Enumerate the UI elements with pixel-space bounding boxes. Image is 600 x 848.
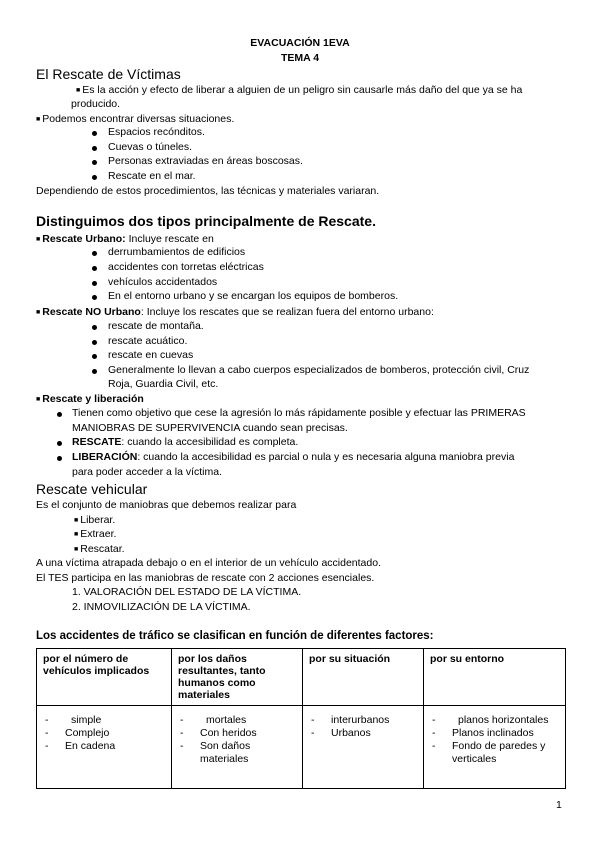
list-item-rescate: RESCATE: cuando la accesibilidad es completa. xyxy=(72,436,299,448)
square-bullet-icon: ■ xyxy=(74,531,79,538)
definition-line: ■ Es la acción y efecto de liberar a alguien de un peligro sin causarle más daño del que ya se ha xyxy=(76,84,523,96)
table-header-cell: por el número de vehículos implicados xyxy=(37,649,172,706)
table-cell: - mortales - Con heridos - Son daños materiales xyxy=(172,706,303,789)
table-row xyxy=(37,706,566,789)
bullet-icon xyxy=(92,354,97,359)
square-bullet-icon: ■ xyxy=(36,396,41,403)
bullet-icon xyxy=(92,175,97,180)
square-bullet-icon: ■ xyxy=(74,546,79,553)
bullet-icon xyxy=(92,340,97,345)
list-item: rescate acuático. xyxy=(108,335,188,347)
list-item: rescate en cuevas xyxy=(108,349,194,361)
square-bullet-icon: ■ xyxy=(74,517,79,524)
bullet-icon xyxy=(92,295,97,300)
square-bullet-icon: ■ xyxy=(36,236,41,243)
step-item: 2. INMOVILIZACIÓN DE LA VÍCTIMA. xyxy=(72,601,251,613)
square-bullet-icon: ■ xyxy=(36,116,41,123)
section-heading-accidentes: Los accidentes de tráfico se clasifican en función de diferentes factores: xyxy=(36,630,434,642)
definition-line-cont: producido. xyxy=(71,98,121,110)
list-item: Generalmente lo llevan a cabo cuerpos especializados de bomberos, protección civil, Cruz xyxy=(108,364,530,376)
table-header-cell: por los daños resultantes, tanto humanos como materiales xyxy=(172,649,303,706)
section-heading-tipos: Distinguimos dos tipos principalmente de Rescate. xyxy=(36,213,376,229)
table-header-row xyxy=(37,649,566,706)
doc-title: EVACUACIÓN 1EVA xyxy=(250,37,350,49)
list-item: En el entorno urbano y se encargan los equipos de bomberos. xyxy=(108,290,399,302)
bullet-icon xyxy=(92,146,97,151)
list-item: Tienen como objetivo que cese la agresión lo más rápidamente posible y efectuar las PRIMERAS xyxy=(72,407,526,419)
bullet-icon xyxy=(92,281,97,286)
situations-intro: ■ Podemos encontrar diversas situaciones. xyxy=(36,113,235,125)
list-item-liberacion: LIBERACIÓN: cuando la accesibilidad es parcial o nula y es necesaria alguna maniobra previa xyxy=(72,451,515,463)
list-item: ■ Liberar. xyxy=(74,514,116,526)
list-item-cont: para poder acceder a la víctima. xyxy=(72,466,222,478)
vehicular-line: El TES participa en las maniobras de rescate con 2 acciones esenciales. xyxy=(36,572,375,584)
table-cell: - interurbanos - Urbanos xyxy=(303,706,424,789)
rescate-liberacion-heading: ■ Rescate y liberación xyxy=(36,393,144,405)
vehicular-intro: Es el conjunto de maniobras que debemos realizar para xyxy=(36,499,297,511)
table-header-cell: por su entorno xyxy=(424,649,566,706)
list-item: Espacios recónditos. xyxy=(108,126,205,138)
section-outro: Dependiendo de estos procedimientos, las técnicas y materiales variaran. xyxy=(36,185,380,197)
section-heading-rescate: El Rescate de Víctimas xyxy=(36,66,181,82)
section-heading-vehicular: Rescate vehicular xyxy=(36,481,148,497)
list-item: accidentes con torretas eléctricas xyxy=(108,261,264,273)
page-number: 1 xyxy=(556,799,562,811)
list-item: Personas extraviadas en áreas boscosas. xyxy=(108,155,303,167)
bullet-icon xyxy=(57,441,62,446)
vehicular-line: A una víctima atrapada debajo o en el interior de un vehículo accidentado. xyxy=(36,557,381,569)
list-item: ■ Extraer. xyxy=(74,528,117,540)
list-item: rescate de montaña. xyxy=(108,320,204,332)
square-bullet-icon: ■ xyxy=(76,87,81,94)
nonurban-rescue-line: ■ Rescate NO Urbano: Incluye los rescates que se realizan fuera del entorno urbano: xyxy=(36,306,434,318)
step-item: 1. VALORACIÓN DEL ESTADO DE LA VÍCTIMA. xyxy=(72,586,302,598)
doc-subtitle: TEMA 4 xyxy=(280,52,320,64)
table-header-cell: por su situación xyxy=(303,649,424,706)
bullet-icon xyxy=(57,456,62,461)
list-item: ■ Rescatar. xyxy=(74,543,125,555)
classification-table xyxy=(36,648,566,789)
bullet-icon xyxy=(92,131,97,136)
square-bullet-icon: ■ xyxy=(36,309,41,316)
bullet-icon xyxy=(92,266,97,271)
urban-rescue-line: ■ Rescate Urbano: Incluye rescate en xyxy=(36,233,214,245)
table-cell: - planos horizontales - Planos inclinados - Fondo de paredes y verticales xyxy=(424,706,566,789)
list-item: derrumbamientos de edificios xyxy=(108,246,246,258)
bullet-icon xyxy=(92,251,97,256)
list-item-cont: Roja, Guardia Civil, etc. xyxy=(108,378,219,390)
list-item-cont: MANIOBRAS DE SUPERVIVENCIA cuando sean precisas. xyxy=(72,422,348,434)
table-cell: - simple - Complejo - En cadena xyxy=(37,706,172,789)
bullet-icon xyxy=(57,412,62,417)
list-item: Rescate en el mar. xyxy=(108,170,196,182)
bullet-icon xyxy=(92,369,97,374)
bullet-icon xyxy=(92,160,97,165)
list-item: Cuevas o túneles. xyxy=(108,141,193,153)
bullet-icon xyxy=(92,325,97,330)
list-item: vehículos accidentados xyxy=(108,276,218,288)
